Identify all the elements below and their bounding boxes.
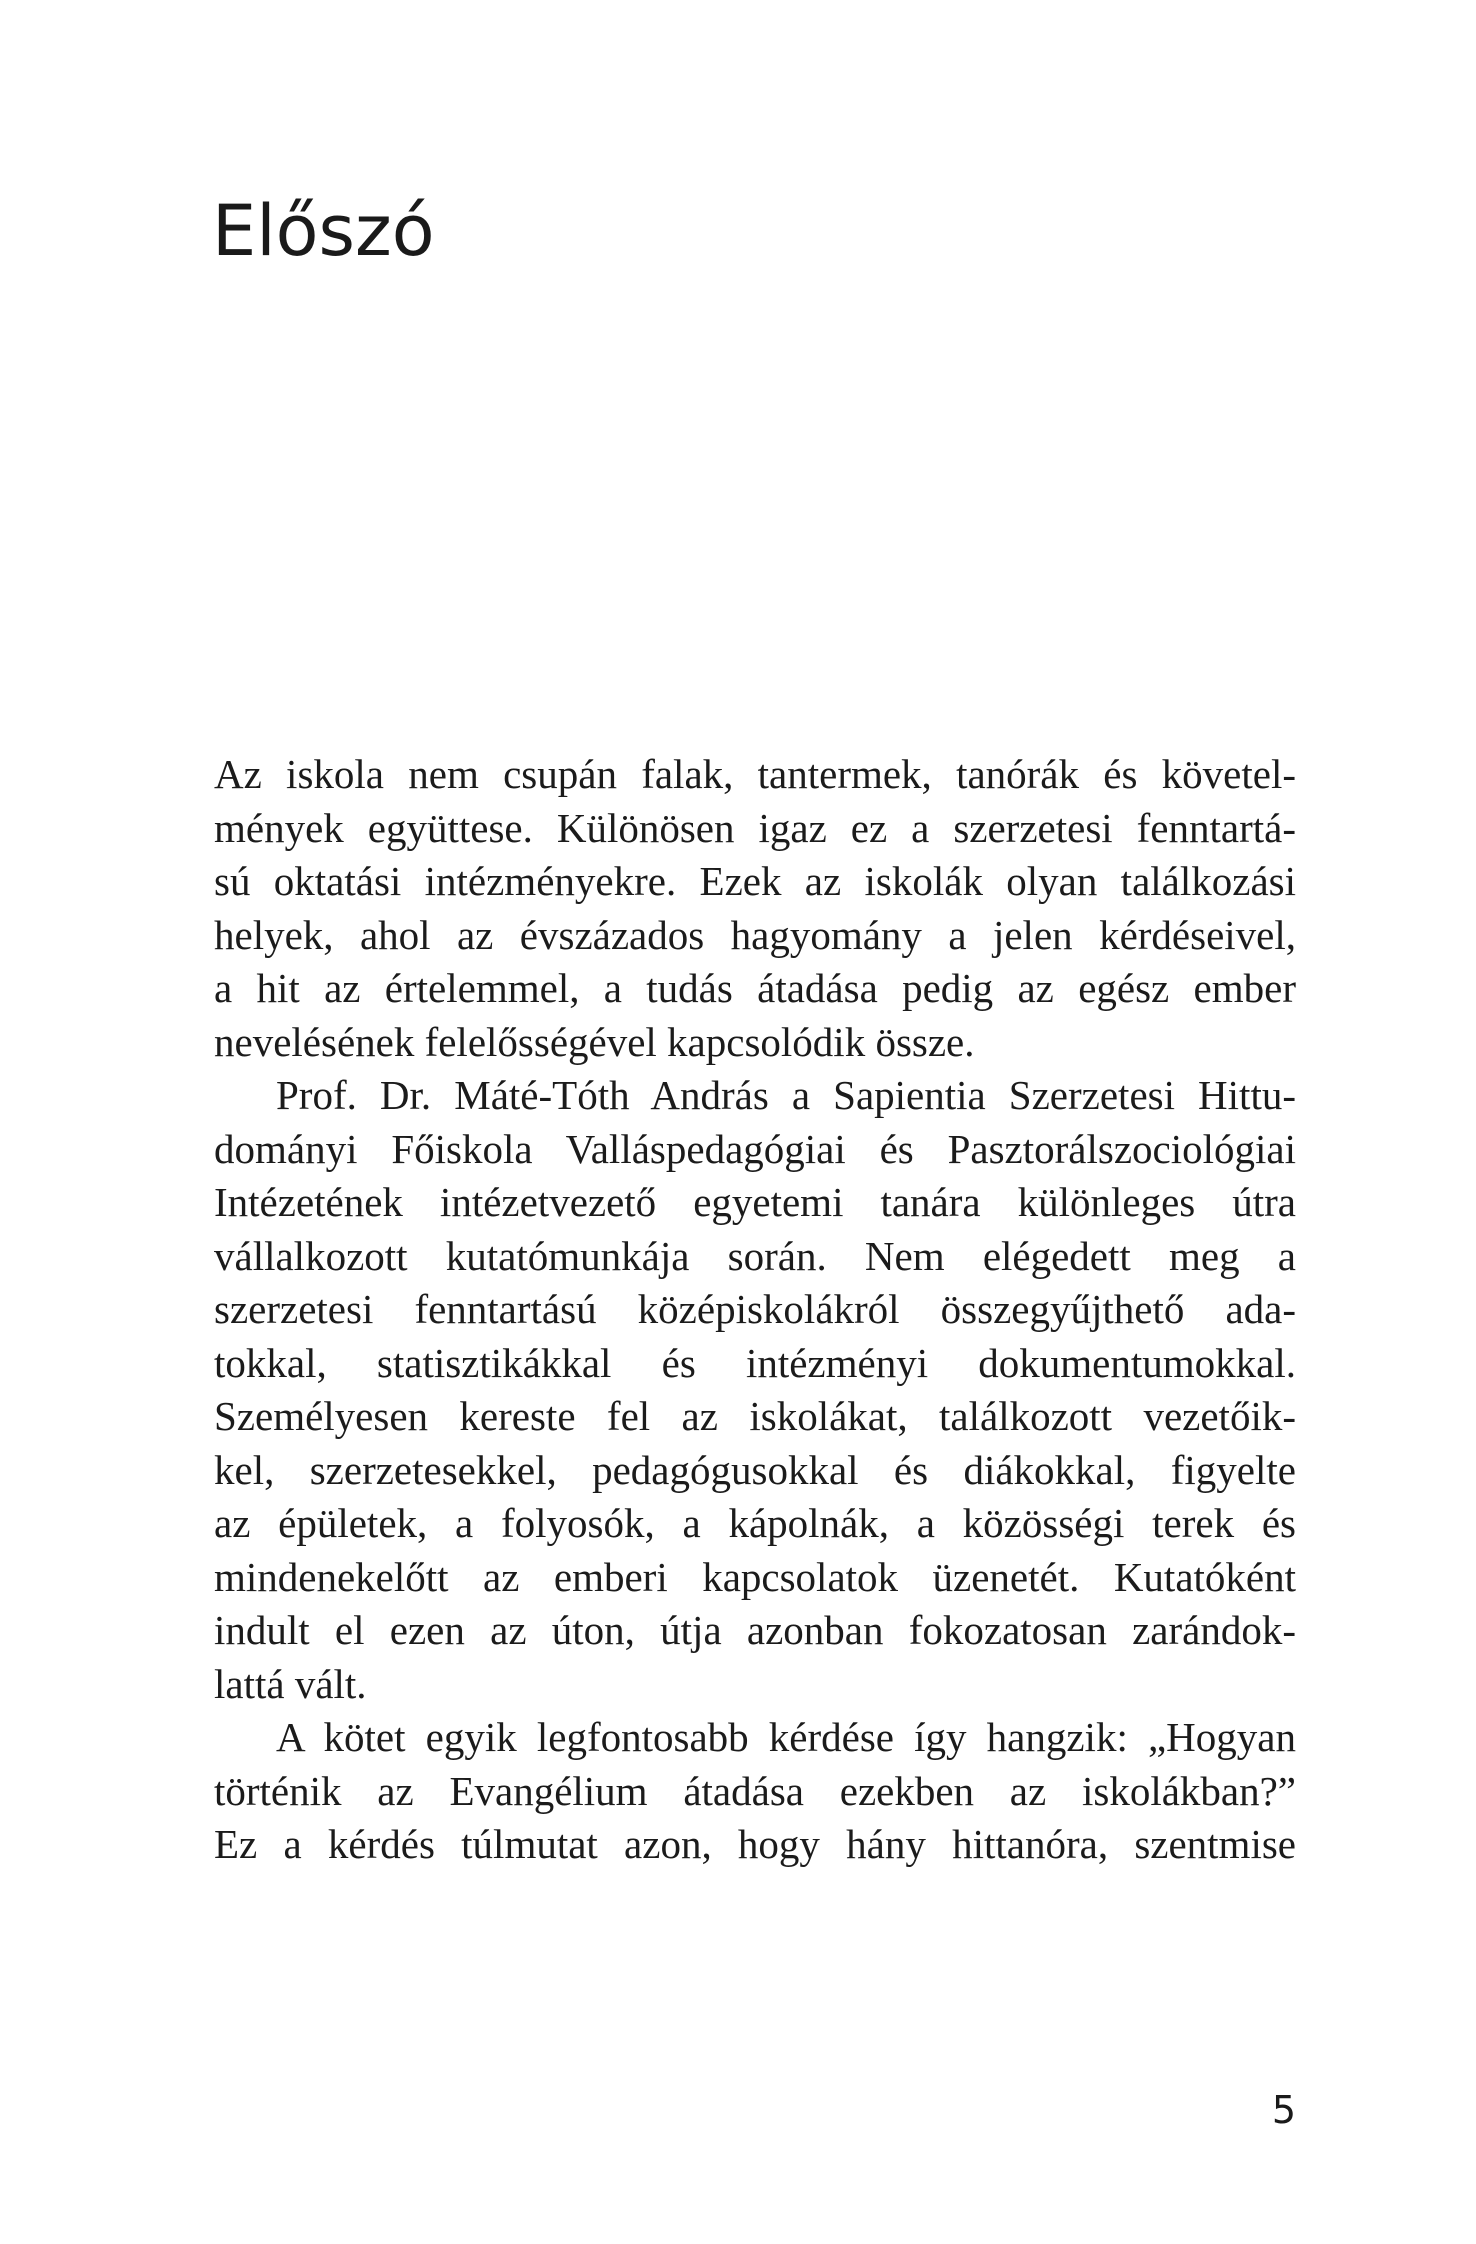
text-line: tokkal, statisztikákkal és intézményi dokumentumokkal. — [214, 1339, 1296, 1386]
body-text — [214, 748, 1296, 1872]
text-line: dományi Főiskola Valláspedagógiai és Pasztorálszociológiai — [214, 1125, 1296, 1172]
chapter-title: Előszó — [212, 190, 435, 272]
text-line: sú oktatási intézményekre. Ezek az iskolák olyan találkozási — [214, 858, 1296, 904]
text-line: mények együttese. Különösen igaz ez a szerzetesi fenntartá- — [214, 804, 1296, 851]
text-line: szerzetesi fenntartású középiskolákról összegyűjthető ada- — [214, 1286, 1296, 1332]
text-line: nevelésének felelősségével kapcsolódik össze. — [214, 1018, 975, 1065]
paragraph-3 — [214, 1711, 1296, 1872]
text-line: indult el ezen az úton, útja azonban fokozatosan zarándok- — [214, 1607, 1296, 1653]
text-line: Intézetének intézetvezető egyetemi tanára különleges útra — [214, 1179, 1296, 1225]
text-line: helyek, ahol az évszázados hagyomány a jelen kérdéseivel, — [214, 911, 1296, 958]
text-line: mindenekelőtt az emberi kapcsolatok üzenetét. Kutatóként — [214, 1553, 1296, 1600]
text-line: vállalkozott kutatómunkája során. Nem elégedett meg a — [214, 1232, 1296, 1279]
paragraph-2 — [214, 1069, 1296, 1711]
text-line: Prof. Dr. Máté-Tóth András a Sapientia Szerzetesi Hittu- — [276, 1072, 1296, 1118]
paragraph-1 — [214, 748, 1296, 1069]
text-line: történik az Evangélium átadása ezekben az iskolákban?” — [214, 1767, 1296, 1814]
text-line: Személyesen kereste fel az iskolákat, találkozott vezetőik- — [214, 1393, 1296, 1439]
page-number: 5 — [1271, 2088, 1296, 2132]
text-line: a hit az értelemmel, a tudás átadása pedig az egész ember — [214, 965, 1296, 1011]
text-line: A kötet egyik legfontosabb kérdése így hangzik: „Hogyan — [276, 1714, 1296, 1760]
text-line: kel, szerzetesekkel, pedagógusokkal és diákokkal, figyelte — [214, 1446, 1296, 1493]
text-line: az épületek, a folyosók, a kápolnák, a közösségi terek és — [214, 1500, 1296, 1546]
text-line: lattá vált. — [214, 1660, 367, 1707]
text-line: Az iskola nem csupán falak, tantermek, tanórák és követel- — [214, 751, 1296, 797]
text-line: Ez a kérdés túlmutat azon, hogy hány hittanóra, szentmise — [214, 1821, 1296, 1867]
